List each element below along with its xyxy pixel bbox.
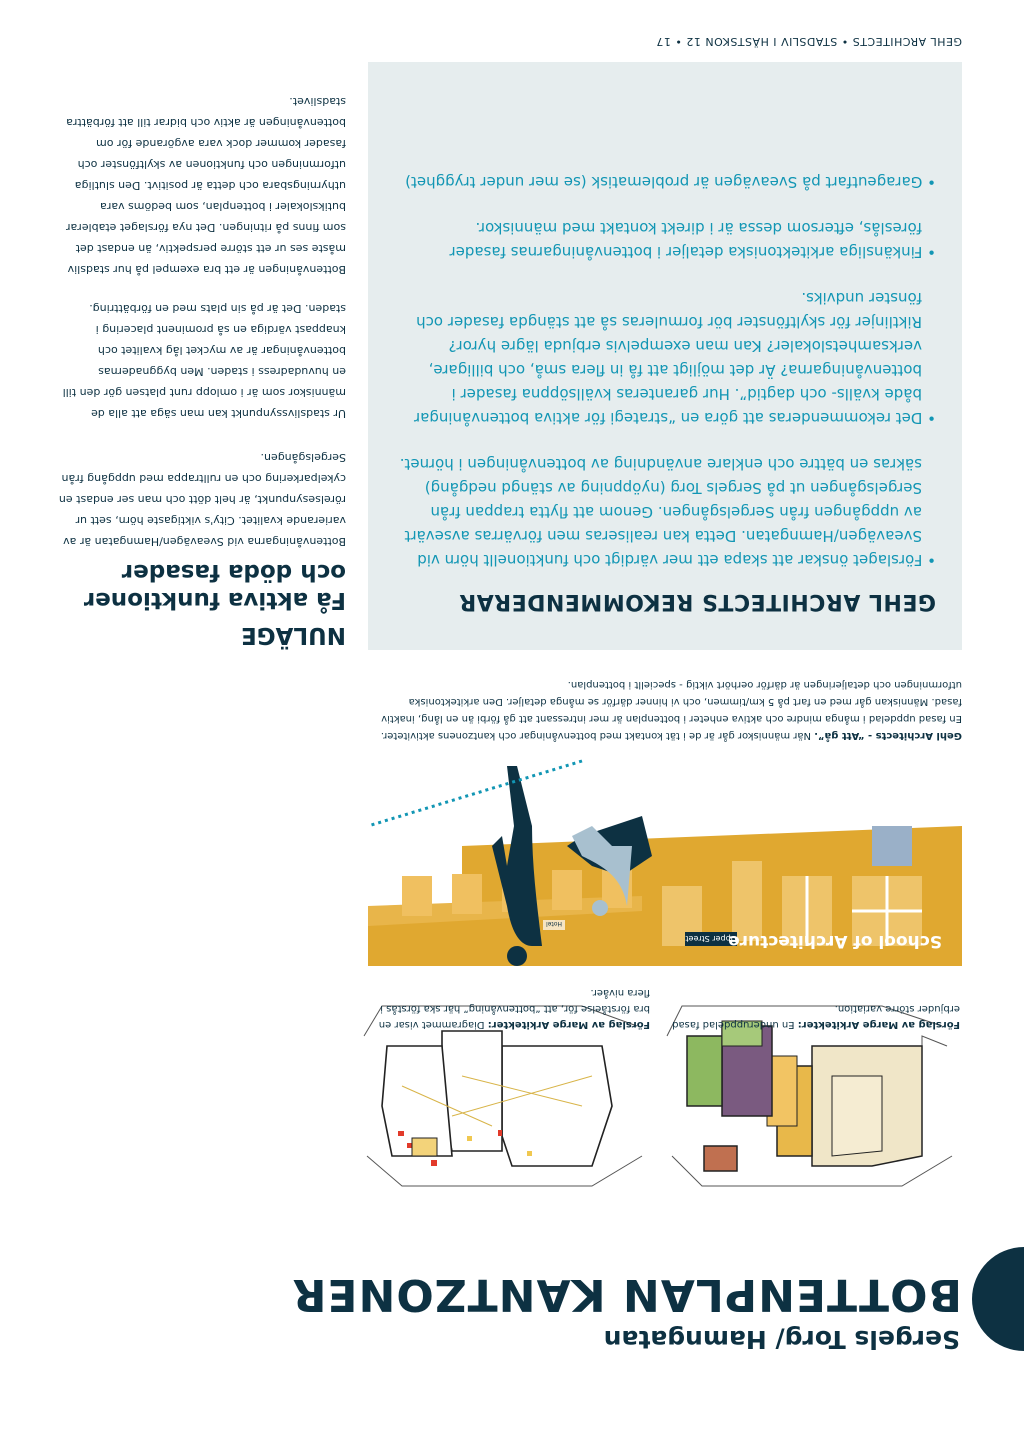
sign-hotel: Hotel [546, 920, 562, 927]
caption-ground-floor-levels [362, 984, 650, 1032]
recommendation-item: • Garageutfart på Sveavägen är problematisk (se mer under trygghet) [396, 170, 936, 194]
caption-left-text: En underuppdelad fasad erbjuder större variation. [672, 1003, 960, 1030]
illustration-caption [368, 676, 962, 744]
running-head: GEHL ARCHITECTS • STADSLIV I HÄSTSKON 12 • 17 [655, 35, 962, 48]
nulage-paragraph: Bottenvåningarna vid Sveavägen/Hamngatan är av varierande kvalitet. City's viktigaste hörn, sett ur rörelsesynpunkt, är helt dött och man ser endast en cykelparkering och en rulltrappa med uppgång från Sergelsgången. [58, 451, 346, 548]
nulage-subheading: Få aktiva funktioner och döda fasader [83, 559, 346, 613]
illustration-caption-text: När människor går är de i tät kontakt med bottenvåningar och kantzonens aktiviteter. En fasad uppdelad i många mindre och aktiva enheter i bottenplan är mer intressant att gå förbi än en lång, inaktiv fasad. Människan går med en fart på 5 km/timmen, och vi hinner därför se många detaljer. Den arkitektoniska utformningen och detaljeringen är därför oerhört viktig - speciellt i bottenplan. [380, 679, 962, 741]
recommendations-box [368, 62, 962, 650]
caption-left-bold: Förslag av Marge Arkitekter: [797, 1019, 960, 1030]
nulage-heading: NULÄGE [241, 622, 346, 648]
caption-right-text: Diagrammet visar en bra förståelse för, att “bottenvåning” här ska förstås i flera nivåer. [378, 987, 650, 1030]
recommendation-item: • Förslaget önskar att skapa ett mer värdigt och funktionellt hörn vid Sveavägen/Hamngatan. Detta kan realiseras men förvärras avsevärt av uppgången från Sergelsgången. Genom att flytta trappan från Sergelsgången ut på Sergels Torg (nyöppning av stängd nedgång) säkras en bättre och enklare användning av bottenvåningen i hörnet. [396, 452, 936, 572]
page-subtitle: Sergels Torg/ Hamngatan [603, 1325, 960, 1354]
recommendations-list [396, 148, 936, 572]
recommendations-title: GEHL ARCHITECTS REKOMMENDERAR [458, 589, 936, 614]
walking-people-illustration [368, 756, 962, 966]
caption-right-bold: Förslag av Marge Arkitekter: [487, 1019, 650, 1030]
sign-upper-street: Upper Street [685, 934, 737, 943]
nulage-paragraph: Bottenvåningen är ett bra exempel på hur stadsliv måste ses ur ett större perspektiv, än endast det som finns på ritningen. Det nya förslaget etablerar butikslokaler i bottenplan, som bedöms vara uthyrningsbara och detta är positivt. Den slutliga utformningen och funktionen av skyltfönster och fasader kommer dock vara avgörande för om bottenvåningen är aktiv och bidrar till att förbättra stadslivet. [66, 95, 346, 276]
nulage-paragraph: Ur stadslivssynpunkt kan man säga att alla de människor som är i omlopp runt platsen gör den till en huvudadress i staden. Men byggnadernas bottenvåningar är av mycket låg kvalitet och knappast värdiga en så prominent placering i staden. Det är på sin plats med en förbättring. [62, 302, 346, 420]
illustration-caption-bold: Gehl Architects - “Att gå”. [814, 730, 962, 741]
recommendation-item: • Finkänsliga arkitektoniska detaljer i bottenvåningarnas fasader föreslås, eftersom dessa är i direkt kontakt med människor. [396, 216, 936, 264]
page-title: BOTTENPLAN KANTZONER [291, 1269, 962, 1320]
page-tab-marker [972, 1247, 1024, 1351]
sign-school-of-architecture: School of Architecture [728, 931, 942, 951]
recommendation-item: • Det rekommenderas att göra en “strategi för aktiva bottenvåningar både kvälls- och dagtid”. Hur garanteras kvällsöppna fasader i bottenvåningarna? Är det möjligt att få in flera små, och billigare, verksamhetslokaler? Kan man exempelvis erbjuda lägre hyror? Riktlinjer för skyltfönster bör formuleras så att stängda fasader och fönster undviks. [396, 286, 936, 430]
caption-facade-variation [672, 1000, 960, 1032]
